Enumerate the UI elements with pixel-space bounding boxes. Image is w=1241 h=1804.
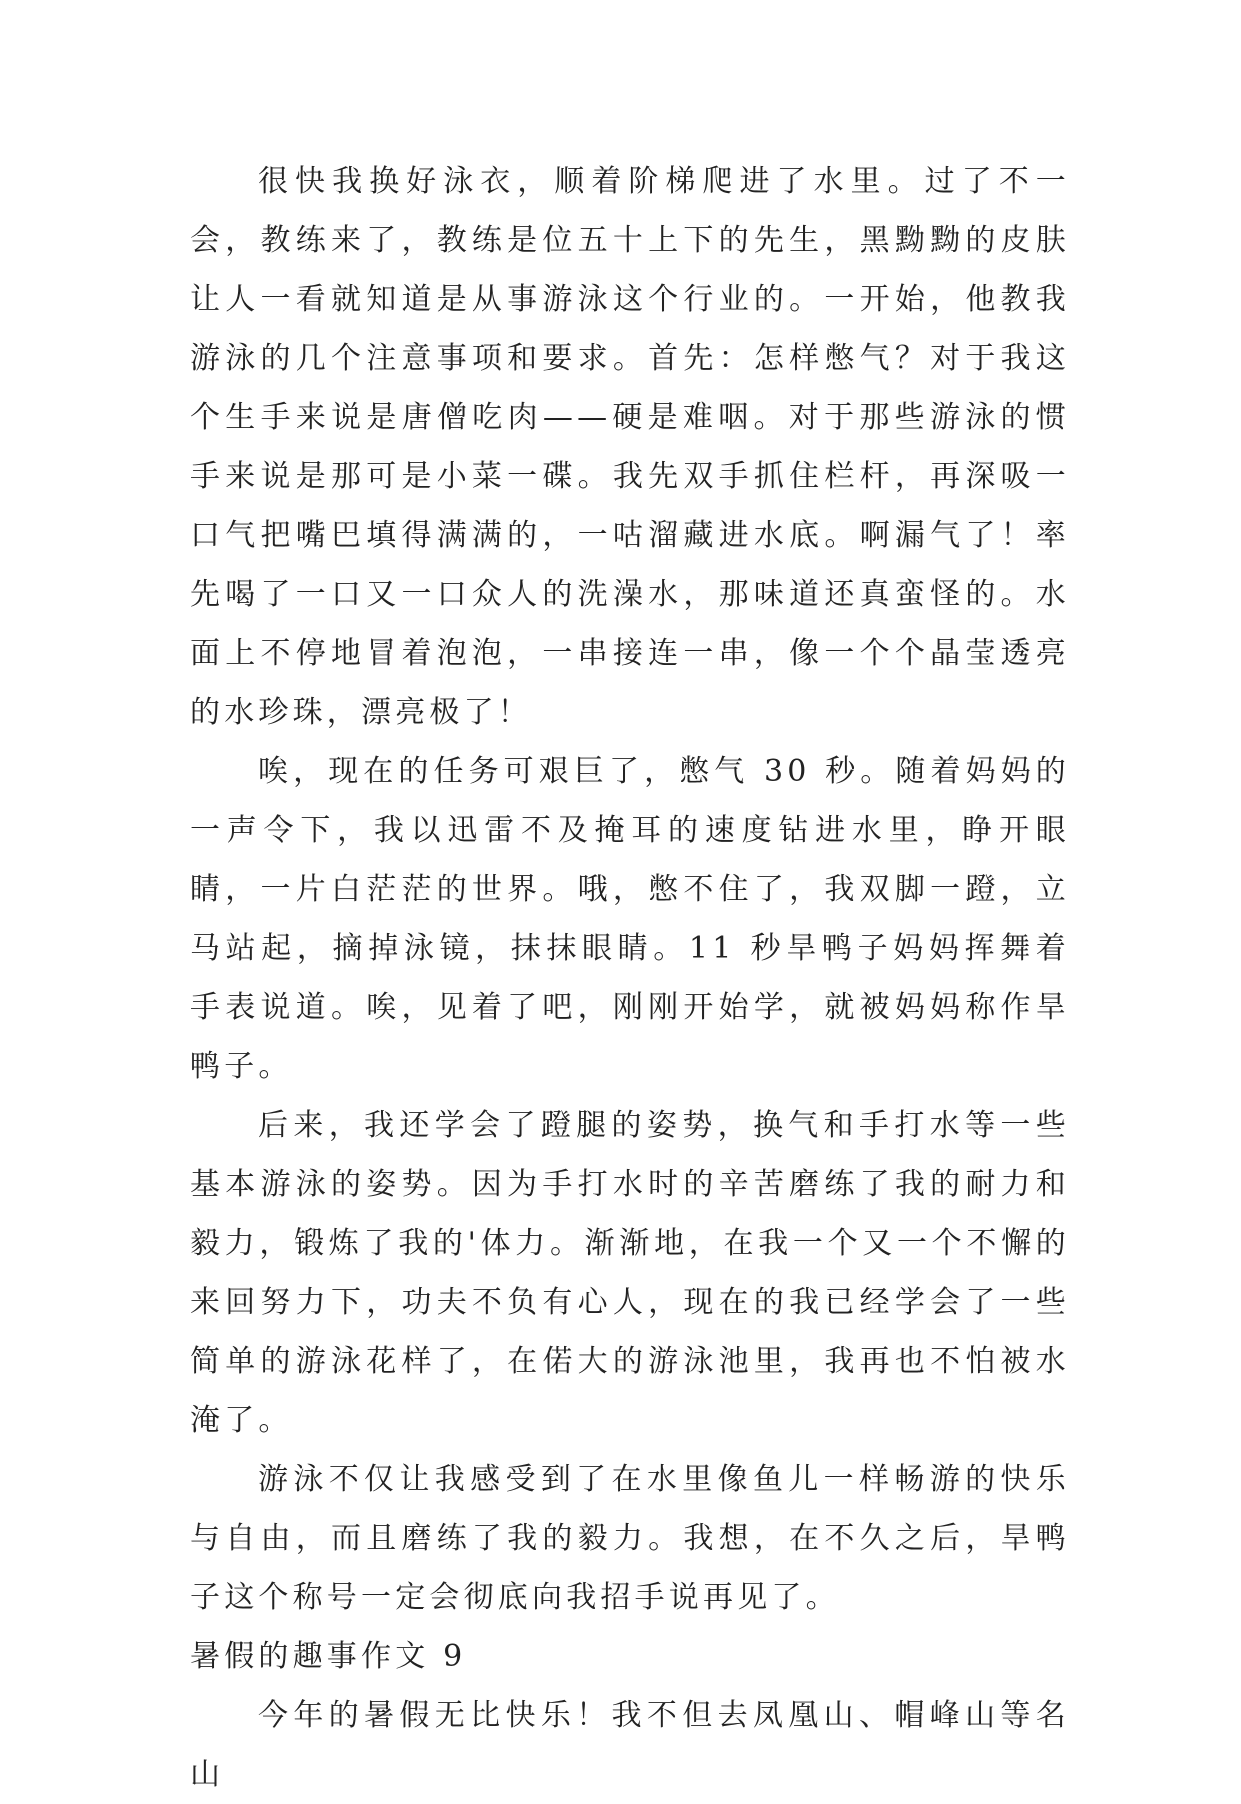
paragraph-conclusion: 游泳不仅让我感受到了在水里像鱼儿一样畅游的快乐与自由，而且磨练了我的毅力。我想，在不久之后，旱鸭子这个称号一定会彻底向我招手说再见了。: [190, 1462, 1070, 1615]
essay-heading: 暑假的趣事作文 9: [190, 1639, 467, 1674]
paragraph-swimming-lesson: 很快我换好泳衣，顺着阶梯爬进了水里。过了不一会，教练来了，教练是位五十上下的先生，黑黝黝的皮肤让人一看就知道是从事游泳这个行业的。一开始，他教我游泳的几个注意事项和要求。首先：怎样憋气？对于我这个生手来说是唐僧吃肉——硬是难咽。对于那些游泳的惯手来说是那可是小菜一碟。我先双手抓住栏杆，再深吸一口气把嘴巴填得满满的，一咕溜藏进水底。啊漏气了！率先喝了一口又一口众人的洗澡水，那味道还真蛮怪的。水面上不停地冒着泡泡，一串接连一串，像一个个晶莹透亮的水珍珠，漂亮极了！: [190, 164, 1070, 730]
document-body: [190, 152, 1070, 1804]
paragraph-new-essay-start: 今年的暑假无比快乐！我不但去凤凰山、帽峰山等名山: [190, 1698, 1070, 1792]
paragraph-hold-breath: 唉，现在的任务可艰巨了，憋气 30 秒。随着妈妈的一声令下，我以迅雷不及掩耳的速度钻进水里，睁开眼睛，一片白茫茫的世界。哦，憋不住了，我双脚一蹬，立马站起，摘掉泳镜，抹抹眼睛。11 秒旱鸭子妈妈挥舞着手表说道。唉，见着了吧，刚刚开始学，就被妈妈称作旱鸭子。: [190, 754, 1070, 1084]
paragraph-learned-skills: 后来，我还学会了蹬腿的姿势，换气和手打水等一些基本游泳的姿势。因为手打水时的辛苦磨练了我的耐力和毅力，锻炼了我的'体力。渐渐地，在我一个又一个不懈的来回努力下，功夫不负有心人，现在的我已经学会了一些简单的游泳花样了，在偌大的游泳池里，我再也不怕被水淹了。: [190, 1108, 1070, 1438]
